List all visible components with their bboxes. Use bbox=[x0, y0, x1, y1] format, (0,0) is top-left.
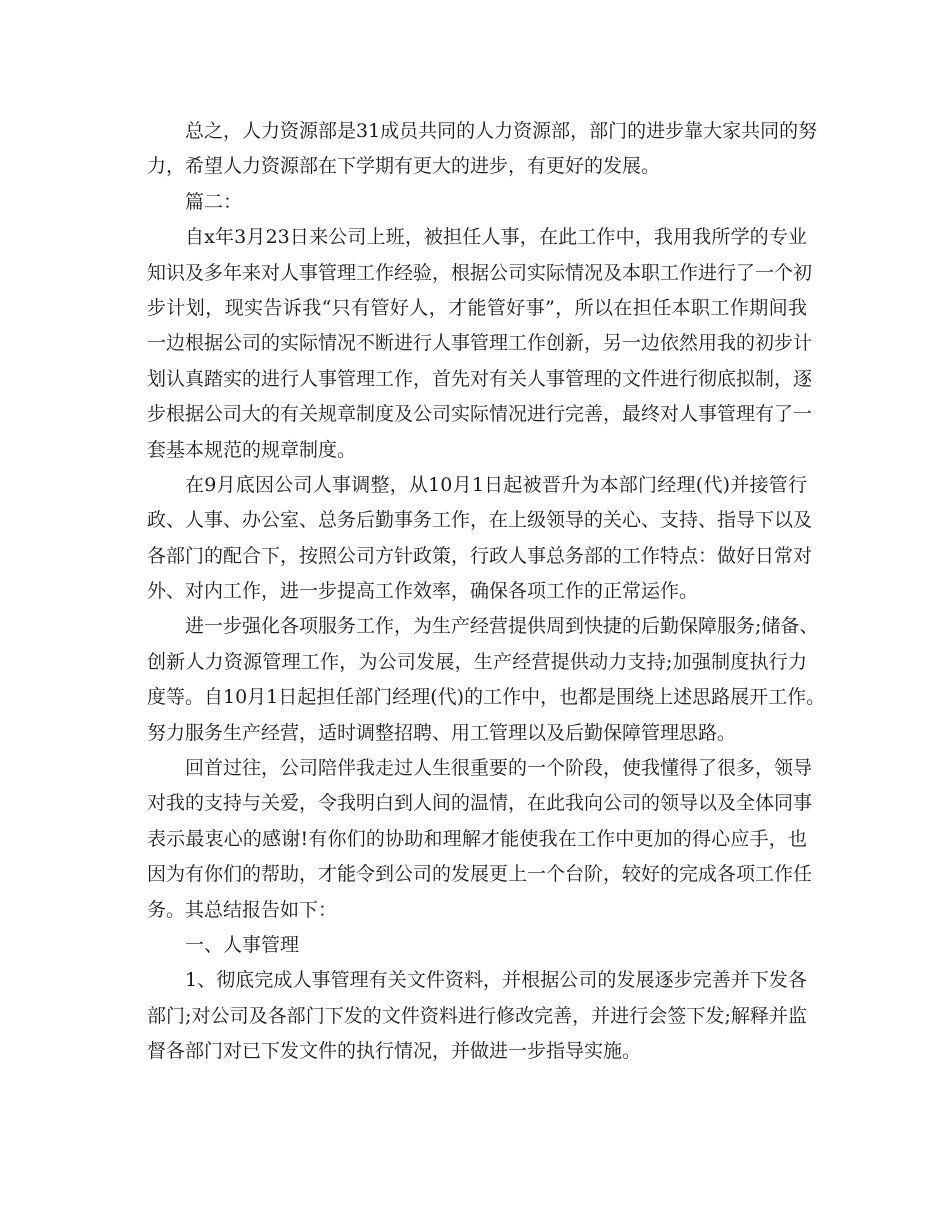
text-line: 进一步强化各项服务工作，为生产经营提供周到快捷的后勤保障服务;储备、 bbox=[185, 615, 819, 638]
text-line: 一边根据公司的实际情况不断进行人事管理工作创新，另一边依然用我的初步计 bbox=[147, 332, 813, 355]
text-line: 一、人事管理 bbox=[185, 933, 300, 956]
text-line: 对我的支持与关爱，令我明白到人间的温情，在此我向公司的领导以及全体同事 bbox=[147, 792, 813, 815]
text-line: 篇二： bbox=[185, 190, 243, 213]
text-line: 总之，人力资源部是31成员共同的人力资源部，部门的进步靠大家共同的努 bbox=[185, 120, 818, 142]
text-line: 努力服务生产经营，适时调整招聘、用工管理以及后勤保障管理思路。 bbox=[147, 721, 737, 744]
text-line: 督各部门对已下发文件的执行情况，并做进一步指导实施。 bbox=[147, 1040, 642, 1063]
text-line: 政、人事、办公室、总务后勤事务工作，在上级领导的关心、支持、指导下以及 bbox=[147, 509, 813, 532]
text-line: 度等。自10月1日起担任部门经理(代)的工作中，也都是围绕上述思路展开工作。 bbox=[147, 686, 826, 709]
document-body bbox=[147, 114, 826, 1070]
text-line: 各部门的配合下，按照公司方针政策，行政人事总务部的工作特点：做好日常对 bbox=[147, 544, 813, 567]
text-line: 套基本规范的规章制度。 bbox=[147, 438, 357, 461]
text-line: 务。其总结报告如下： bbox=[147, 898, 338, 921]
text-line: 表示最衷心的感谢!有你们的协助和理解才能使我在工作中更加的得心应手，也 bbox=[147, 827, 807, 850]
text-line: 划认真踏实的进行人事管理工作，首先对有关人事管理的文件进行彻底拟制，逐 bbox=[147, 367, 813, 390]
text-line: 力，希望人力资源部在下学期有更大的进步，有更好的发展。 bbox=[147, 155, 661, 178]
text-line: 部门;对公司及各部门下发的文件资料进行修改完善，并进行会签下发;解释并监 bbox=[147, 1004, 807, 1027]
text-line: 在9月底因公司人事调整，从10月1日起被晋升为本部门经理(代)并接管行 bbox=[185, 473, 807, 496]
text-line: 创新人力资源管理工作，为公司发展，生产经营提供动力支持;加强制度执行力 bbox=[147, 650, 807, 673]
text-line: 回首过往，公司陪伴我走过人生很重要的一个阶段，使我懂得了很多，领导 bbox=[185, 757, 813, 780]
text-line: 因为有你们的帮助，才能令到公司的发展更上一个台阶，较好的完成各项工作任 bbox=[147, 863, 813, 886]
text-line: 1、彻底完成人事管理有关文件资料，并根据公司的发展逐步完善并下发各 bbox=[185, 969, 807, 992]
text-line: 自x年3月23日来公司上班，被担任人事，在此工作中，我用我所学的专业 bbox=[185, 226, 807, 249]
text-line: 步根据公司大的有关规章制度及公司实际情况进行完善，最终对人事管理有了一 bbox=[147, 403, 813, 426]
text-line: 知识及多年来对人事管理工作经验，根据公司实际情况及本职工作进行了一个初 bbox=[147, 261, 813, 284]
text-line: 外、对内工作，进一步提高工作效率，确保各项工作的正常运作。 bbox=[147, 580, 699, 603]
text-line: 步计划，现实告诉我“只有管好人，才能管好事”，所以在担任本职工作期间我 bbox=[147, 296, 807, 319]
